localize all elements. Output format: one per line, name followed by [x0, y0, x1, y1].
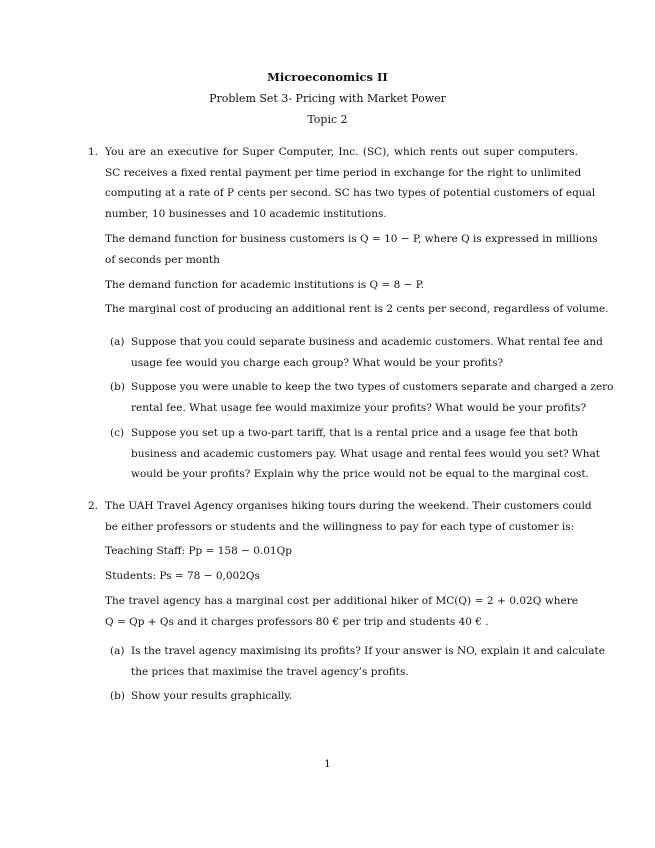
text-line: Suppose you set up a two-part tariff, that is a rental price and a usage fee that both: [131, 427, 578, 439]
text-line: of seconds per month: [105, 253, 220, 266]
text-line: The travel agency has a marginal cost per additional hiker of MC(Q) = 2 + 0.02Q where: [105, 595, 578, 607]
question-2-part-a: [131, 641, 605, 682]
question-1-marginal-cost: The marginal cost of producing an additional rent is 2 cents per second, regardless of volume.: [105, 303, 609, 315]
question-2-student-demand: Students: Ps = 78 − 0,002Qs: [105, 570, 260, 582]
text-line: be either professors or students and the willingness to pay for each type of customer is:: [105, 520, 575, 533]
question-1-academic-demand: The demand function for academic institutions is Q = 8 − P.: [105, 279, 425, 291]
document-subtitle: Problem Set 3- Pricing with Market Power: [209, 92, 446, 105]
part-label: (a): [110, 645, 125, 657]
question-1-part-c: [131, 423, 600, 485]
text-line: You are an executive for Super Computer, Inc. (SC), which rents out super computers.: [105, 146, 578, 158]
text-line: rental fee. What usage fee would maximize your profits? What would be your profits?: [131, 401, 587, 414]
part-label: (a): [110, 336, 125, 348]
document-title: Microeconomics II: [267, 70, 388, 84]
question-1-part-b: [131, 377, 614, 418]
question-1-intro: [105, 142, 596, 224]
question-1-number: 1.: [88, 146, 99, 158]
text-line: SC receives a fixed rental payment per time period in exchange for the right to unlimited: [105, 166, 582, 179]
text-line: computing at a rate of P cents per second. SC has two types of potential customers of equal: [105, 187, 596, 199]
question-2-intro: [105, 496, 592, 537]
text-line: Is the travel agency maximising its profits? If your answer is NO, explain it and calculate: [131, 645, 605, 657]
question-2-teaching-demand: Teaching Staff: Pp = 158 − 0.01Qp: [105, 545, 292, 557]
text-line: the prices that maximise the travel agency’s profits.: [131, 665, 409, 678]
text-line: The UAH Travel Agency organises hiking tours during the weekend. Their customers could: [105, 500, 592, 512]
text-line: Suppose that you could separate business and academic customers. What rental fee and: [131, 336, 603, 348]
text-line: usage fee would you charge each group? What would be your profits?: [131, 356, 504, 369]
question-2-part-b: Show your results graphically.: [131, 690, 293, 702]
text-line: number, 10 businesses and 10 academic institutions.: [105, 207, 387, 220]
document-topic: Topic 2: [307, 113, 348, 126]
part-label: (b): [110, 690, 125, 702]
question-1-business-demand: [105, 229, 598, 270]
part-label: (c): [110, 427, 125, 439]
question-1-part-a: [131, 332, 603, 373]
question-2-number: 2.: [88, 500, 99, 512]
part-label: (b): [110, 381, 125, 393]
text-line: business and academic customers pay. What usage and rental fees would you set? What: [131, 447, 600, 460]
question-2-cost: [105, 591, 578, 632]
text-line: The demand function for business customers is Q = 10 − P, where Q is expressed in millions: [105, 233, 598, 245]
text-line: Suppose you were unable to keep the two types of customers separate and charged a zero: [131, 381, 614, 393]
text-line: Q = Qp + Qs and it charges professors 80 € per trip and students 40 € .: [105, 615, 489, 628]
text-line: would be your profits? Explain why the price would not be equal to the marginal cost.: [131, 468, 589, 480]
page-number: 1: [324, 758, 331, 770]
